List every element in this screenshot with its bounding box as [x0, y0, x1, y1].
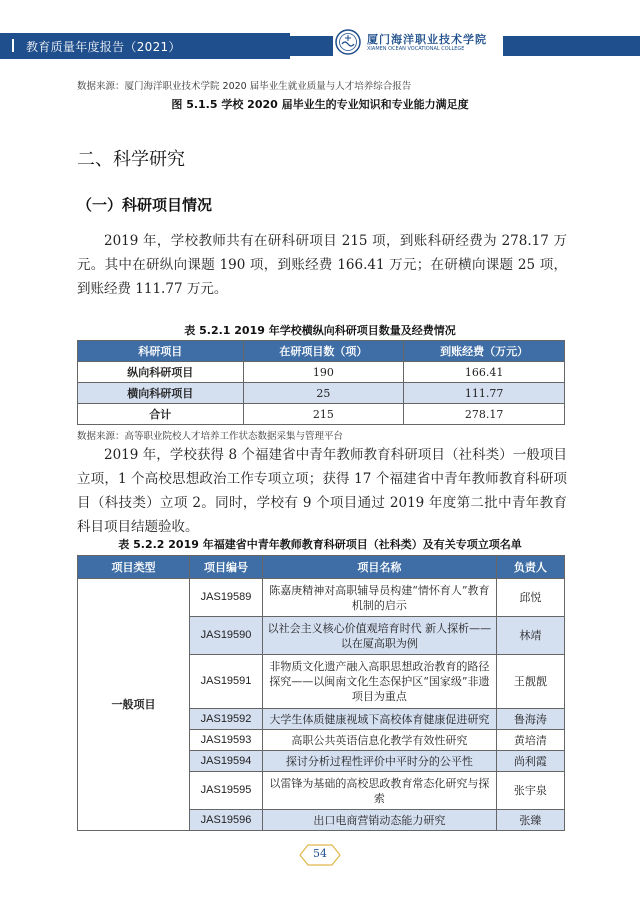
- subsection-heading: （一）科研项目情况: [77, 196, 213, 214]
- table-row: [78, 362, 565, 383]
- project-name: 探讨分析过程性评价中平时分的公平性: [263, 751, 497, 772]
- paragraph-provincial-projects: [77, 443, 567, 539]
- project-name: 出口电商营销动态能力研究: [263, 810, 497, 831]
- logo-chinese-name: 厦门海洋职业技术学院: [367, 33, 487, 46]
- project-name: 大学生体质健康视域下高校体育健康促进研究: [263, 709, 497, 730]
- column-header: 项目名称: [263, 556, 497, 579]
- project-name: 非物质文化遗产融入高职思想政治教育的路径探究——以闽南文化生态保护区“国家级”非遗项目为重点: [263, 655, 497, 709]
- table-cell: 166.41: [404, 362, 565, 383]
- paragraph-text: 2019 年，学校教师共有在研科研项目 215 项，到账科研经费为 278.17 万元。其中在研纵向课题 190 项，到账经费 166.41 万元；在研横向课题 25 项，到账经费 111.77 万元。: [77, 233, 567, 297]
- table-cell: 111.77: [404, 383, 565, 404]
- logo-english-name: XIAMEN OCEAN VOCATIONAL COLLEGE: [367, 46, 465, 52]
- figure-source: 数据来源：厦门海洋职业技术学院 2020 届毕业生就业质量与人才培养综合报告: [77, 81, 412, 92]
- page-header: [0, 0, 640, 60]
- research-funding-table: [77, 340, 565, 425]
- table-header-row: [78, 341, 565, 362]
- project-name: 以社会主义核心价值观培育时代 新人探析——以在厦高职为例: [263, 617, 497, 655]
- page-number-badge: [296, 842, 344, 868]
- project-lead: 尚利霞: [496, 751, 564, 772]
- project-code: JAS19589: [190, 579, 263, 617]
- project-name: 高职公共英语信息化教学有效性研究: [263, 730, 497, 751]
- project-lead: 黄培清: [496, 730, 564, 751]
- column-header: 项目类型: [78, 556, 190, 579]
- project-list-table: [77, 555, 565, 831]
- table2-caption: 表 5.2.2 2019 年福建省中青年教师教育科研项目（社科类）及有关专项立项名单: [118, 538, 522, 551]
- project-lead: 邱悦: [496, 579, 564, 617]
- project-code: JAS19590: [190, 617, 263, 655]
- table-row: [78, 404, 565, 425]
- project-code: JAS19595: [190, 772, 263, 810]
- project-code: JAS19594: [190, 751, 263, 772]
- section-heading: 二、科学研究: [77, 149, 185, 170]
- table-cell: 纵向科研项目: [78, 362, 244, 383]
- table-cell: 横向科研项目: [78, 383, 244, 404]
- column-header: 负责人: [496, 556, 564, 579]
- column-header: 在研项目数（项）: [243, 341, 404, 362]
- project-lead: 张宇泉: [496, 772, 564, 810]
- project-lead: 林靖: [496, 617, 564, 655]
- table-header-row: [78, 556, 565, 579]
- report-title: 教育质量年度报告（2021）: [26, 40, 181, 54]
- table-cell: 215: [243, 404, 404, 425]
- project-code: JAS19592: [190, 709, 263, 730]
- table-cell: 278.17: [404, 404, 565, 425]
- paragraph-text: 2019 年，学校获得 8 个福建省中青年教师教育科研项目（社科类）一般项目立项，1 个高校思想政治工作专项立项；获得 17 个福建省中青年教师教育科研项目（科技类）立项 2。同时，学校有 9 个项目通过 2019 年度第二批中青年教育科目项目结题验收。: [77, 447, 567, 535]
- college-seal-icon: [335, 29, 361, 55]
- table-cell: 25: [243, 383, 404, 404]
- project-lead: 王靓靓: [496, 655, 564, 709]
- table-row: [78, 579, 565, 617]
- table1-source: 数据来源：高等职业院校人才培养工作状态数据采集与管理平台: [77, 431, 344, 442]
- column-header: 到账经费（万元）: [404, 341, 565, 362]
- project-lead: 张臻: [496, 810, 564, 831]
- page-number: 54: [313, 847, 327, 860]
- project-code: JAS19593: [190, 730, 263, 751]
- table-cell: 190: [243, 362, 404, 383]
- paragraph-research-overview: [77, 229, 567, 301]
- column-header: 科研项目: [78, 341, 244, 362]
- project-lead: 鲁海涛: [496, 709, 564, 730]
- header-marker: [12, 39, 14, 52]
- project-name: 陈嘉庚精神对高职辅导员构建“情怀育人”教育机制的启示: [263, 579, 497, 617]
- table-cell: 合计: [78, 404, 244, 425]
- table1-caption: 表 5.2.1 2019 年学校横纵向科研项目数量及经费情况: [184, 324, 456, 337]
- column-header: 项目编号: [190, 556, 263, 579]
- project-type-cell: 一般项目: [78, 579, 190, 831]
- table-row: [78, 383, 565, 404]
- college-logo: [333, 27, 503, 59]
- figure-caption: 图 5.1.5 学校 2020 届毕业生的专业知识和专业能力满足度: [171, 98, 469, 111]
- project-name: 以雷锋为基础的高校思政教育常态化研究与探索: [263, 772, 497, 810]
- project-code: JAS19591: [190, 655, 263, 709]
- project-code: JAS19596: [190, 810, 263, 831]
